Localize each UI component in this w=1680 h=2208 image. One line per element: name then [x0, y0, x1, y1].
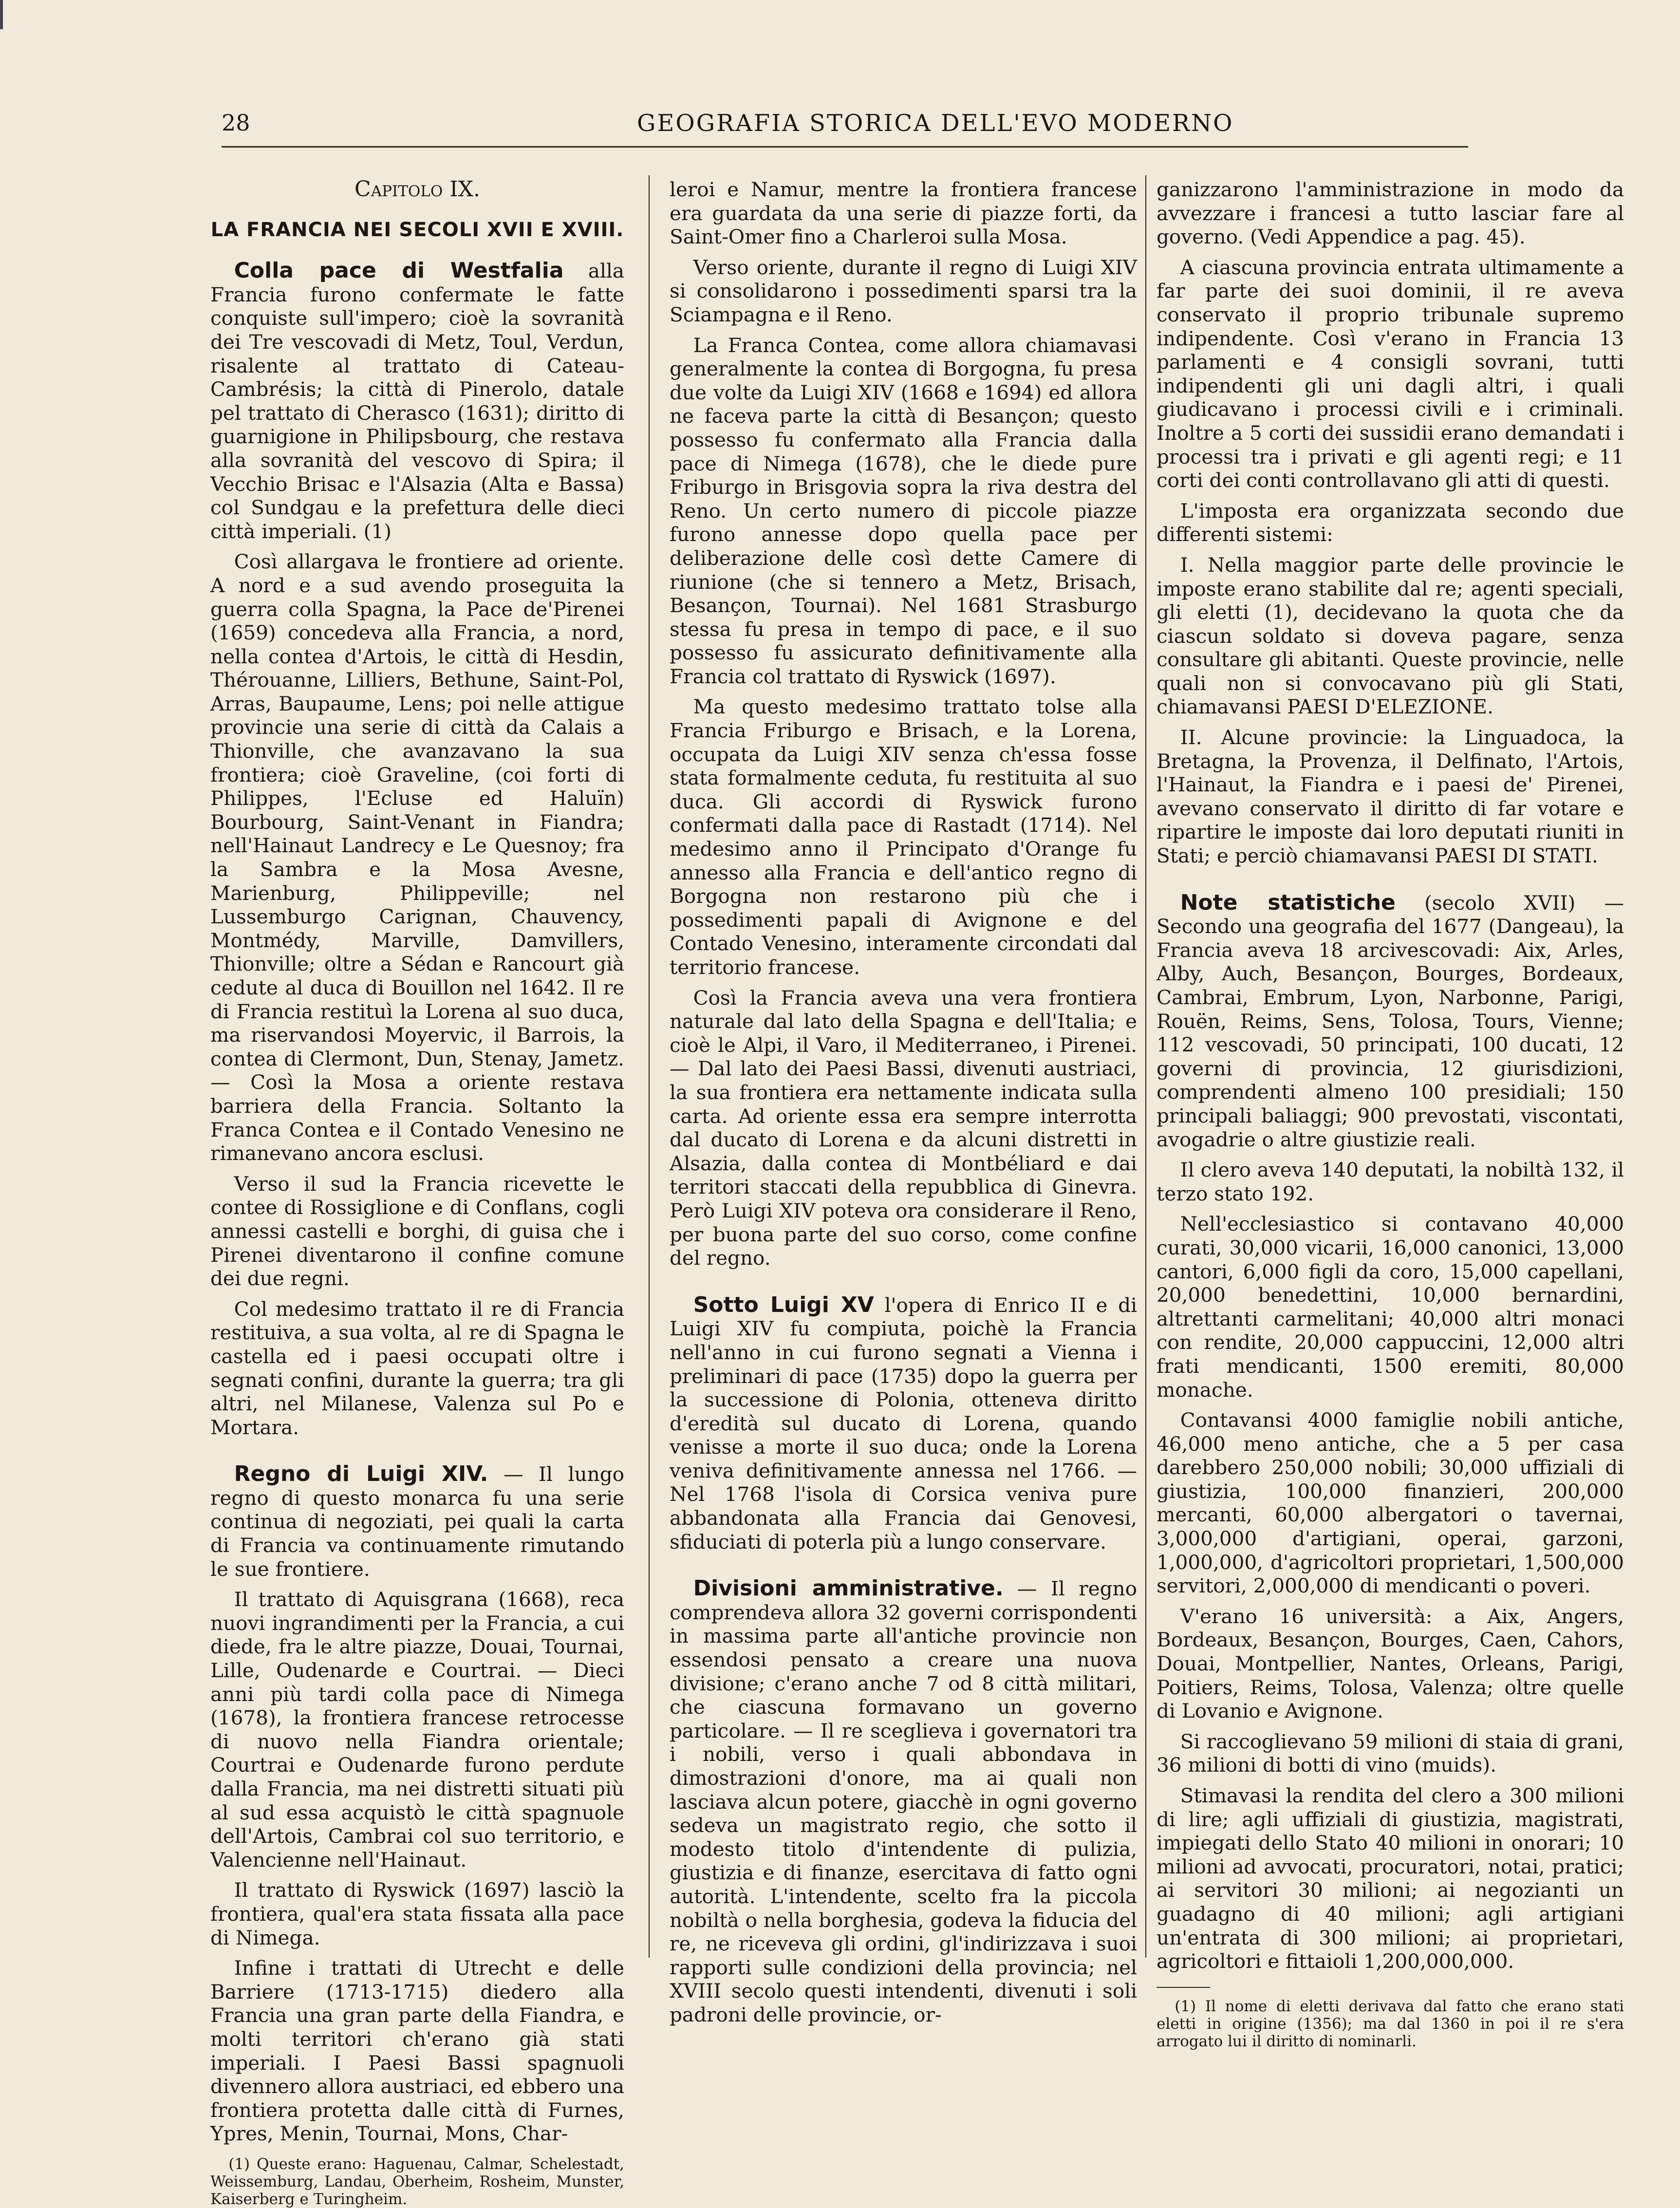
paragraph: Così allargava le frontiere ad oriente. A nord e a sud avendo proseguita la guerra colla Spagna, la Pace de'Pirenei (1659) concedeva alla Francia, a nord, nella contea d'Artois, le città di Hesdin, Thérouanne, Lilliers, Bethune, Saint-Pol, Arras, Baupaume, Lens; poi nelle attigue provincie una serie di città da Calais a Thionville, che avanzavano la sua frontiera; cioè Graveline, (coi forti di Philippes, l'Ecluse ed Haluïn) Bourbourg, Saint-Venant in Fiandra; nell'Hainaut Landrecy e Le Quesnoy; fra la Sambra e la Mosa Avesne, Marienburg, Philippeville; nel Lussemburgo Carignan, Chauvency, Montmédy, Marville, Damvillers, Thionville; oltre a Sédan e Rancourt già cedute al duca di Bouillon nel 1642. Il re di Francia restituì la Lorena al suo duca, ma riservandosi Moyervic, il Barrois, la contea di Clermont, Dun, Stenay, Jametz. — Così la Mosa a oriente restava barriera della Francia. Soltanto la Franca Contea e il Contado Venesino ne rimanevano ancora esclusi. [210, 550, 624, 1165]
paragraph: Infine i trattati di Utrecht e delle Barriere (1713-1715) diedero alla Francia una gran parte della Fiandra, e molti territori ch'erano già stati imperiali. I Paesi Bassi spagnuoli divennero allora austriaci, ed ebbero una frontiera protetta dalle città di Furnes, Ypres, Menin, Tournai, Mons, Char- [210, 1956, 624, 2146]
paragraph: Contavansi 4000 famiglie nobili antiche, 46,000 meno antiche, che a 5 per casa darebbero 250,000 nobili; 30,000 uffiziali di giustizia, 100,000 finanzieri, 200,000 mercanti, 60,000 albergatori o tavernai, 3,000,000 d'artigiani, operai, garzoni, 1,000,000, d'agricoltori proprietari, 1,500,000 servitori, 2,000,000 di mendicanti o poveri. [1157, 1408, 1624, 1598]
paragraph: Il clero aveva 140 deputati, la nobiltà 132, il terzo stato 192. [1157, 1158, 1624, 1205]
paragraph [210, 1462, 624, 1581]
paragraph [670, 1293, 1137, 1554]
paragraph: II. Alcune provincie: la Linguadoca, la Bretagna, la Provenza, il Delfinato, l'Artois, l'Hainaut, la Fiandra e i paesi de' Pirenei, avevano conservato il diritto di far votare e ripartire le imposte dai loro deputati riuniti in Stati; e perciò chiamavansi PAESI DI STATI. [1157, 726, 1624, 868]
paragraph: Verso oriente, durante il regno di Luigi XIV si consolidarono i possedimenti sparsi tra la Sciampagna e il Reno. [670, 255, 1137, 326]
column-2 [670, 178, 1137, 2034]
paragraph [210, 259, 624, 543]
paragraph-text: — Il lungo regno di questo monarca fu una serie continua di negoziati, pei quali la carta di Francia va continuamente rimutando le sue frontiere. [210, 1462, 625, 1581]
chapter-heading: Capitolo IX. [355, 177, 480, 202]
footnote-text: (1) Queste erano: Haguenau, Calmar, Schelestadt, Weissemburg, Landau, Oberheim, Rosheim, Munster, Kaiserberg e Turingheim. [210, 2155, 624, 2208]
paragraph: Col medesimo trattato il re di Francia restituiva, a sua volta, al re di Spagna le castella ed i paesi occupati oltre i segnati confini, durante la guerra; tra gli altri, nel Milanese, Valenza sul Po e Mortara. [210, 1297, 624, 1439]
paragraph-lead: Sotto Luigi XV [693, 1292, 874, 1317]
paragraph: Verso il sud la Francia ricevette le contee di Rossiglione e di Conflans, cogli annessi castelli e borghi, di guisa che i Pirenei diventarono il confine comune dei due regni. [210, 1172, 624, 1291]
paragraph: Il trattato di Aquisgrana (1668), reca nuovi ingrandimenti per la Francia, a cui diede, fra le altre piazze, Douai, Tournai, Lille, Oudenarde e Courtrai. — Dieci anni più tardi colla pace di Nimega (1678), la frontiera francese retrocesse di nuovo nella Fiandra orientale; Courtrai e Oudenarde furono perdute dalla Francia, ma nei distretti situati più al sud essa acquistò le città spagnuole dell'Artois, Cambrai col suo territorio, e Valencienne nell'Hainaut. [210, 1588, 624, 1871]
paragraph: La Franca Contea, come allora chiamavasi generalmente la contea di Borgogna, fu presa due volte da Luigi XIV (1668 e 1694) ed allora ne faceva parte la città di Besançon; questo possesso fu confermato alla Francia dalla pace di Nimega (1678), che le diede pure Friburgo in Brisgovia sopra la riva destra del Reno. Un certo numero di piccole piazze furono annesse dopo quella pace per deliberazione delle così dette Camere di riunione (che si tennero a Metz, Brisach, Besançon, Tournai). Nel 1681 Strasburgo stessa fu presa in tempo di pace, e il suo possesso fu assicurato definitivamente alla Francia col trattato di Ryswick (1697). [670, 333, 1137, 688]
paragraph [670, 1577, 1137, 2026]
paragraph-lead: Note statistiche [1180, 890, 1396, 915]
paragraph: A ciascuna provincia entrata ultimamente a far parte dei suoi dominii, il re aveva conservato il proprio tribunale supremo indipendente. Così v'erano in Francia 13 parlamenti e 4 consigli sovrani, tutti indipendenti gli uni dagli altri, i quali giudicavano i processi civili e i criminali. Inoltre a 5 corti dei sussidii erano demandati i processi tra i privati e gli agenti regi; e 11 corti dei conti controllavano gli atti di questi. [1157, 255, 1624, 492]
paragraph-text: l'opera di Enrico II e di Luigi XIV fu compiuta, poichè la Francia nell'anno in cui furono segnati a Vienna i preliminari di pace (1735) dopo la guerra per la successione di Polonia, otteneva diritto d'eredità sul ducato di Lorena, quando venisse a morte il suo duca; onde la Lorena veniva definitivamente annessa nel 1766. — Nel 1768 l'isola di Corsica veniva pure abbandonata alla Francia dai Genovesi, sfiduciati di poterla più a lungo conservare. [670, 1293, 1137, 1553]
column-divider-1 [649, 175, 650, 1958]
paragraph: Ma questo medesimo trattato tolse alla Francia Friburgo e Brisach, e la Lorena, occupata da Luigi XIV senza ch'essa fosse stata formalmente ceduta, fu restituita al suo duca. Gli accordi di Ryswick furono confermati dalla pace di Rastadt (1714). Nel medesimo anno il Principato d'Orange fu annesso alla Francia e dell'antico regno di Borgogna non restarono più che i possedimenti papali di Avignone e del Contado Venesino, interamente circondati dal territorio francese. [670, 695, 1137, 979]
page-edge-mark [0, 0, 3, 29]
column-3 [1157, 178, 1624, 2050]
footnote-rule [1157, 1987, 1210, 1988]
paragraph [1157, 891, 1624, 1152]
paragraph-text: (secolo XVII) — Secondo una geografia del 1677 (Dangeau), la Francia aveva 18 arcivescovadi: Aix, Arles, Alby, Auch, Besançon, Bourges, Bordeaux, Cambrai, Embrum, Lyon, Narbonne, Parigi, Rouën, Reims, Sens, Tolosa, Tours, Vienne; 112 vescovadi, 50 principati, 100 ducati, 12 governi di provincia, 12 giurisdizioni, comprendenti almeno 100 presidiali; 150 principali baliaggi; 900 prevostati, viscontati, avogadrie o altre giustizie reali. [1157, 891, 1624, 1151]
paragraph-lead: Colla pace di Westfalia [234, 258, 564, 283]
paragraph: L'imposta era organizzata secondo due differenti sistemi: [1157, 499, 1624, 546]
column-1 [210, 178, 624, 2208]
paragraph: Nell'ecclesiastico si contavano 40,000 curati, 30,000 vicarii, 16,000 canonici, 13,000 cantori, 6,000 figli da coro, 15,000 capellani, 20,000 benedettini, 10,000 bernardini, altrettanti carmelitani; 40,000 altri monaci con rendite, 20,000 cappuccini, 12,000 altri frati mendicanti, 1500 eremiti, 80,000 monache. [1157, 1212, 1624, 1402]
paragraph: Così la Francia aveva una vera frontiera naturale dal lato della Spagna e dell'Italia; e cioè le Alpi, il Varo, il Mediterraneo, i Pirenei. — Dal lato dei Paesi Bassi, divenuti austriaci, la sua frontiera era nettamente indicata sulla carta. Ad oriente essa era sempre interrotta dal ducato di Lorena e da alcuni distretti in Alsazia, dalla contea di Montbéliard e dai territori staccati della repubblica di Ginevra. Però Luigi XIV poteva ora considerare il Reno, per buona parte del suo corso, come confine del regno. [670, 986, 1137, 1270]
running-header-title: GEOGRAFIA STORICA DELL'EVO MODERNO [637, 110, 1234, 137]
paragraph: Il trattato di Ryswick (1697) lasciò la frontiera, qual'era stata fissata alla pace di Nimega. [210, 1878, 624, 1949]
paragraph: I. Nella maggior parte delle provincie le imposte erano stabilite dal re; agenti speciali, gli eletti (1), decidevano la quota che da ciascun soldato si doveva pagare, senza consultare gli abitanti. Queste provincie, nelle quali non si convocavano più gli Stati, chiamavansi PAESI D'ELEZIONE. [1157, 553, 1624, 719]
paragraph: Si raccoglievano 59 milioni di staia di grani, 36 milioni di botti di vino (muids). [1157, 1729, 1624, 1777]
footnote [1157, 1998, 1624, 2050]
paragraph-lead: Regno di Luigi XIV. [234, 1461, 488, 1487]
paragraph-lead: Divisioni amministrative. [693, 1576, 1004, 1601]
footnote [210, 2155, 624, 2208]
paragraph: leroi e Namur, mentre la frontiera francese era guardata da una serie di piazze forti, da Saint-Omer fino a Charleroi sulla Mosa. [670, 178, 1137, 249]
column-divider-2 [1145, 175, 1146, 1958]
paragraph: ganizzarono l'amministrazione in modo da avvezzare i francesi a tutto lasciar fare al governo. (Vedi Appendice a pag. 45). [1157, 178, 1624, 249]
paragraph: Stimavasi la rendita del clero a 300 milioni di lire; agli uffiziali di giustizia, magistrati, impiegati dello Stato 40 milioni in onorari; 10 milioni ad avvocati, procuratori, notai, pratici; ai servitori 30 milioni; ai negozianti un guadagno di 40 milioni; agli artigiani un'entrata di 300 milioni; ai proprietari, agricoltori e fittaioli 1,200,000,000. [1157, 1784, 1624, 1973]
paragraph-text: — Il regno comprendeva allora 32 governi corrispondenti in massima parte all'antiche provincie non essendosi pensato a creare una nuova divisione; c'erano anche 7 od 8 città militari, che ciascuna formavano un governo particolare. — Il re sceglieva i governatori tra i nobili, verso i quali abbondava in dimostrazioni d'onore, ma ai quali non lasciava alcun potere, giacchè in ogni governo sedeva un magistrato regio, che sotto il modesto titolo d'intendente di pulizia, giustizia e di finanze, esercitava di fatto ogni autorità. L'intendente, scelto fra la piccola nobiltà o nella borghesia, godeva la fiducia del re, ne riceveva gli ordini, gl'indirizzava i suoi rapporti sulle condizioni della provincia; nel XVIII secolo questi intendenti, divenuti i soli padroni delle provincie, or- [670, 1577, 1138, 2026]
footnote-text: (1) Il nome di eletti derivava dal fatto che erano stati eletti in origine (1356); ma dal 1360 in poi il re s'era arrogato lui il diritto di nominarli. [1157, 1997, 1624, 2050]
paragraph-text: alla Francia furono confermate le fatte conquiste sull'impero; cioè la sovranità dei Tre vescovadi di Metz, Toul, Verdun, risalente al trattato di Cateau-Cambrésis; la città di Pinerolo, datale pel trattato di Cherasco (1631); diritto di guarnigione in Philipsbourg, che restava alla sovranità del vescovo di Spira; il Vecchio Brisac e l'Alsazia (Alta e Bassa) col Sundgau e la prefettura delle dieci città imperiali. (1) [210, 259, 624, 543]
header-rule [222, 146, 1468, 148]
page-number: 28 [222, 110, 250, 136]
section-title: LA FRANCIA NEI SECOLI XVII E XVIII. [210, 218, 624, 241]
paragraph: V'erano 16 università: a Aix, Angers, Bordeaux, Besançon, Bourges, Caen, Cahors, Douai, Montpellier, Nantes, Orleans, Parigi, Poitiers, Reims, Tolosa, Valenza; oltre quelle di Lovanio e Avignone. [1157, 1604, 1624, 1723]
